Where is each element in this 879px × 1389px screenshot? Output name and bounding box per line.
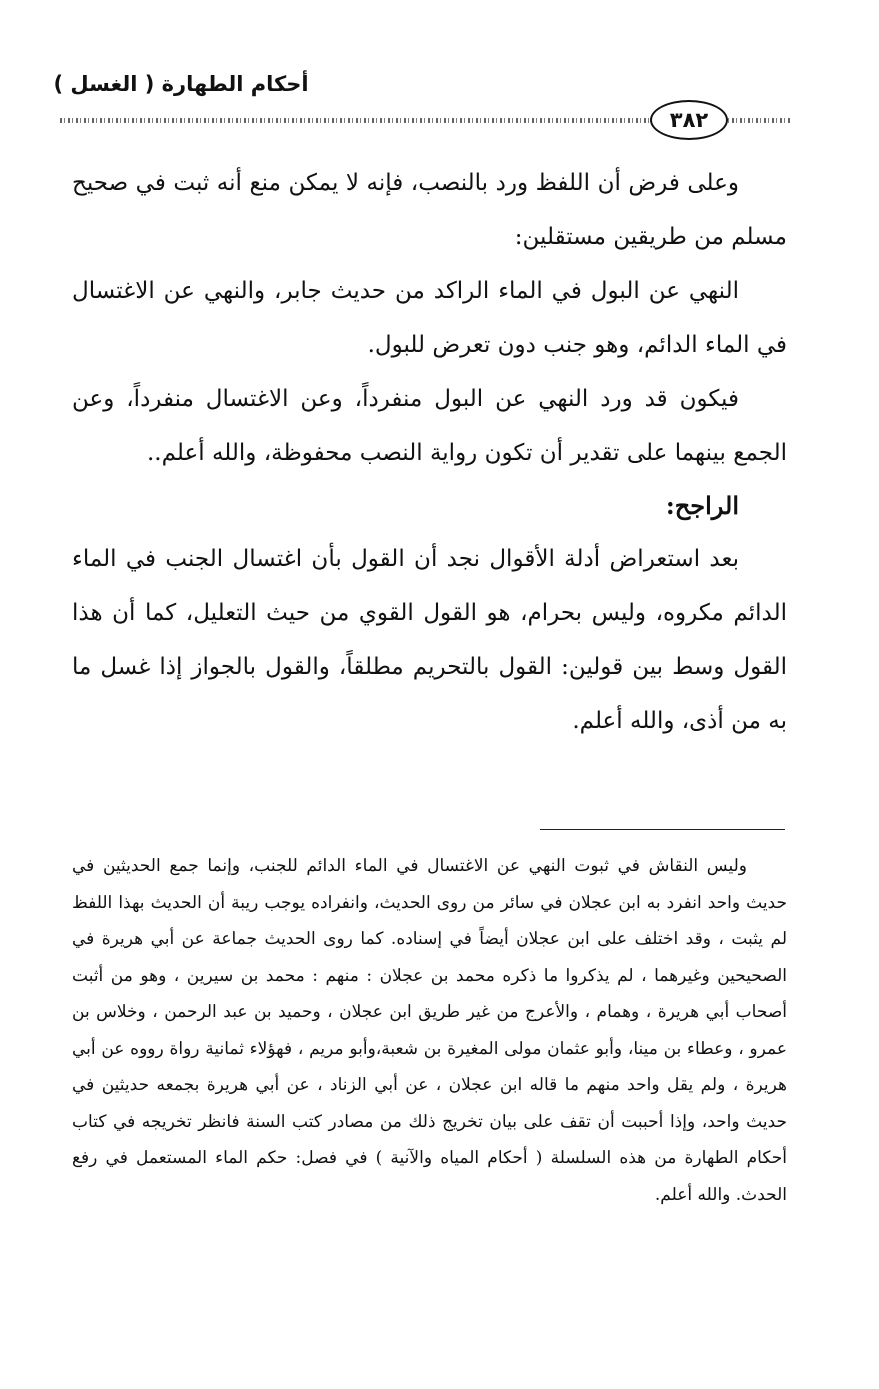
page-number [650, 100, 728, 140]
running-header-title: أحكام الطهارة ( الغسل ) [53, 72, 309, 96]
page-number-text: ٣٨٢ [669, 108, 709, 132]
footnote-text: وليس النقاش في ثبوت النهي عن الاغتسال في الماء الدائم للجنب، وإنما جمع الحديثين في حديث واحد انفرد به ابن عجلان في سائر من روى الحديث، وانفراده يوجب ريبة أن الحديث بهذا اللفظ لم يثبت ، وقد اختلف على ابن عجلان أيضاً في إسناده. كما روى الحديث جماعة عن أبي هريرة في الصحيحين وغيرهما ، لم يذكروا ما ذكره محمد بن عجلان : منهم : محمد بن سيرين ، وهو من أثبت أصحاب أبي هريرة ، وهمام ، والأعرج من غير طريق ابن عجلان ، وحميد بن عبد الرحمن ، وخلاس بن عمرو ، وعطاء بن مينا، وأبو عثمان مولى المغيرة بن شعبة،وأبو مريم ، فهؤلاء ثمانية رواة رووه عن أبي هريرة ، ولم يقل واحد منهم ما قاله ابن عجلان ، عن أبي الزناد ، عن أبي هريرة بجمعه حديثين في حديث واحد، وإذا أحببت أن تقف على بيان تخريج ذلك من مصادر كتب السنة فانظر تخريجه في كتاب أحكام الطهارة من هذه السلسلة ( أحكام المياه والآنية ) في فصل: حكم الماء المستعمل في رفع الحدث. والله أعلم. [72, 856, 787, 1205]
section-paragraph: بعد استعراض أدلة الأقوال نجد أن القول بأن اغتسال الجنب في الماء الدائم مكروه، وليس بحرام، هو القول القوي من حيث التعليل، كما أن هذا القول وسط بين قولين: القول بالتحريم مطلقاً، والقول بالجواز إذا غسل ما به من أذى، والله أعلم. [72, 546, 787, 734]
footnote [72, 848, 787, 1213]
footnote-separator [540, 829, 785, 830]
body-paragraph-1: وعلى فرض أن اللفظ ورد بالنصب، فإنه لا يمكن منع أنه ثبت في صحيح مسلم من طريقين مستقلين: [72, 170, 787, 250]
section-heading: الراجح: [665, 491, 739, 520]
body-paragraph-3: فيكون قد ورد النهي عن البول منفرداً، وعن الاغتسال منفرداً، وعن الجمع بينهما على تقدير أن تكون رواية النصب محفوظة، والله أعلم.. [72, 386, 787, 466]
main-text [72, 156, 787, 748]
body-paragraph-2: النهي عن البول في الماء الراكد من حديث جابر، والنهي عن الاغتسال في الماء الدائم، وهو جنب دون تعرض للبول. [72, 278, 787, 358]
